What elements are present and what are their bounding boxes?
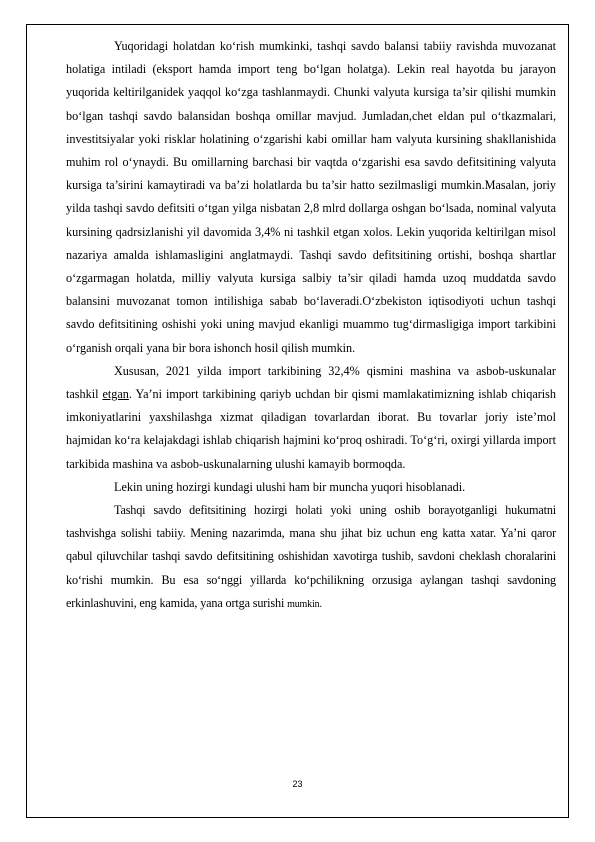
document-body bbox=[66, 35, 556, 616]
page-number: 23 bbox=[292, 779, 303, 789]
paragraph-2-end: . Ya’ni import tarkibining qariyb uchdan bir qismi mamlakatimizning ishlab chiqarish imkoniyatlarini yaxshilashga xizmat qiladigan tovarlardan iborat. Bu tovarlar joriy iste’mol hajmidan ko‘ra kelajakdagi ishlab chiqarish hajmini ko‘proq oshiradi. To‘g‘ri, oxirgi yillarda import tarkibida mashina va asbob-uskunalarning ulushi kamayib bormoqda. bbox=[66, 387, 557, 471]
paragraph-4-text: Tashqi savdo defitsitining hozirgi holati yoki uning oshib borayotganligi hukumatni tashvishga solishi tabiiy. Mening nazarimda, mana shu jihat biz uchun eng katta xatar. Ya’ni qaror qabul qiluvchilar tashqi savdo defitsitining oshishidan xavotirga tushib, savdoni cheklash choralarini ko‘rishi mumkin. Bu esa so‘nggi yillarda ko‘pchilikning orzusiga aylangan tashqi savdoning erkinlashuvini, eng kamida, yana ortga surishi bbox=[66, 503, 556, 610]
paragraph-1: Yuqoridagi holatdan ko‘rish mumkinki, tashqi savdo balansi tabiiy ravishda muvozanat holatiga intiladi (eksport hamda import teng bo‘lgan holatga). Lekin real hayotda bu jarayon yuqorida keltirilganidek yaqqol ko‘zga tashlanmaydi. Chunki valyuta kursiga ta’sir qilishi mumkin bo‘lgan tashqi savdo balansidan boshqa omillar mavjud. Jumladan,chet eldan pul o‘tkazmalari, investitsiyalar yoki risklar holatining o‘zgarishi kabi omillar ham valyuta kursining shakllanishida muhim rol o‘ynaydi. Bu omillarning barchasi bir vaqtda o‘zgarishi esa savdo defitsitining valyuta kursiga ta’sirini kamaytiradi va ba’zi holatlarda bu ta’sir hatto sezilmasligi mumkin.Masalan, joriy yilda tashqi savdo defitsiti o‘tgan yilga nisbatan 2,8 mlrd dollarga oshgan bo‘lsada, nominal valyuta kursining qadrsizlanishi yil davomida 3,4% ni tashkil etgan xolos. Lekin yuqorida keltirilgan misol nazariya amalda ishlamasligini anglatmaydi. Tashqi savdo defitsitining ortishi, boshqa shartlar o‘zgarmagan holatda, milliy valyuta kursiga salbiy ta’sir qiladi hamda uzoq muddatda savdo balansini muvozanat tomon intilishiga sabab bo‘laveradi.O‘zbekiston iqtisodiyoti uchun tashqi savdo defitsitining oshishi yoki uning mavjud ekanligi muammo tug‘dirmasligiga import tarkibini o‘rganish orqali yana bir bora ishonch hosil qilish mumkin. bbox=[66, 39, 556, 355]
paragraph-2 bbox=[66, 360, 556, 476]
underlined-word: etgan bbox=[102, 387, 129, 402]
paragraph-4-small-tail: mumkin. bbox=[287, 598, 322, 610]
paragraph-2-start: Xususan, 2021 yilda import tarkibining 32,4% qismini mashina va asbob-uskunalar tashkil bbox=[66, 363, 556, 402]
paragraph-4 bbox=[66, 499, 556, 616]
paragraph-3: Lekin uning hozirgi kundagi ulushi ham bir muncha yuqori hisoblanadi. bbox=[114, 479, 466, 494]
